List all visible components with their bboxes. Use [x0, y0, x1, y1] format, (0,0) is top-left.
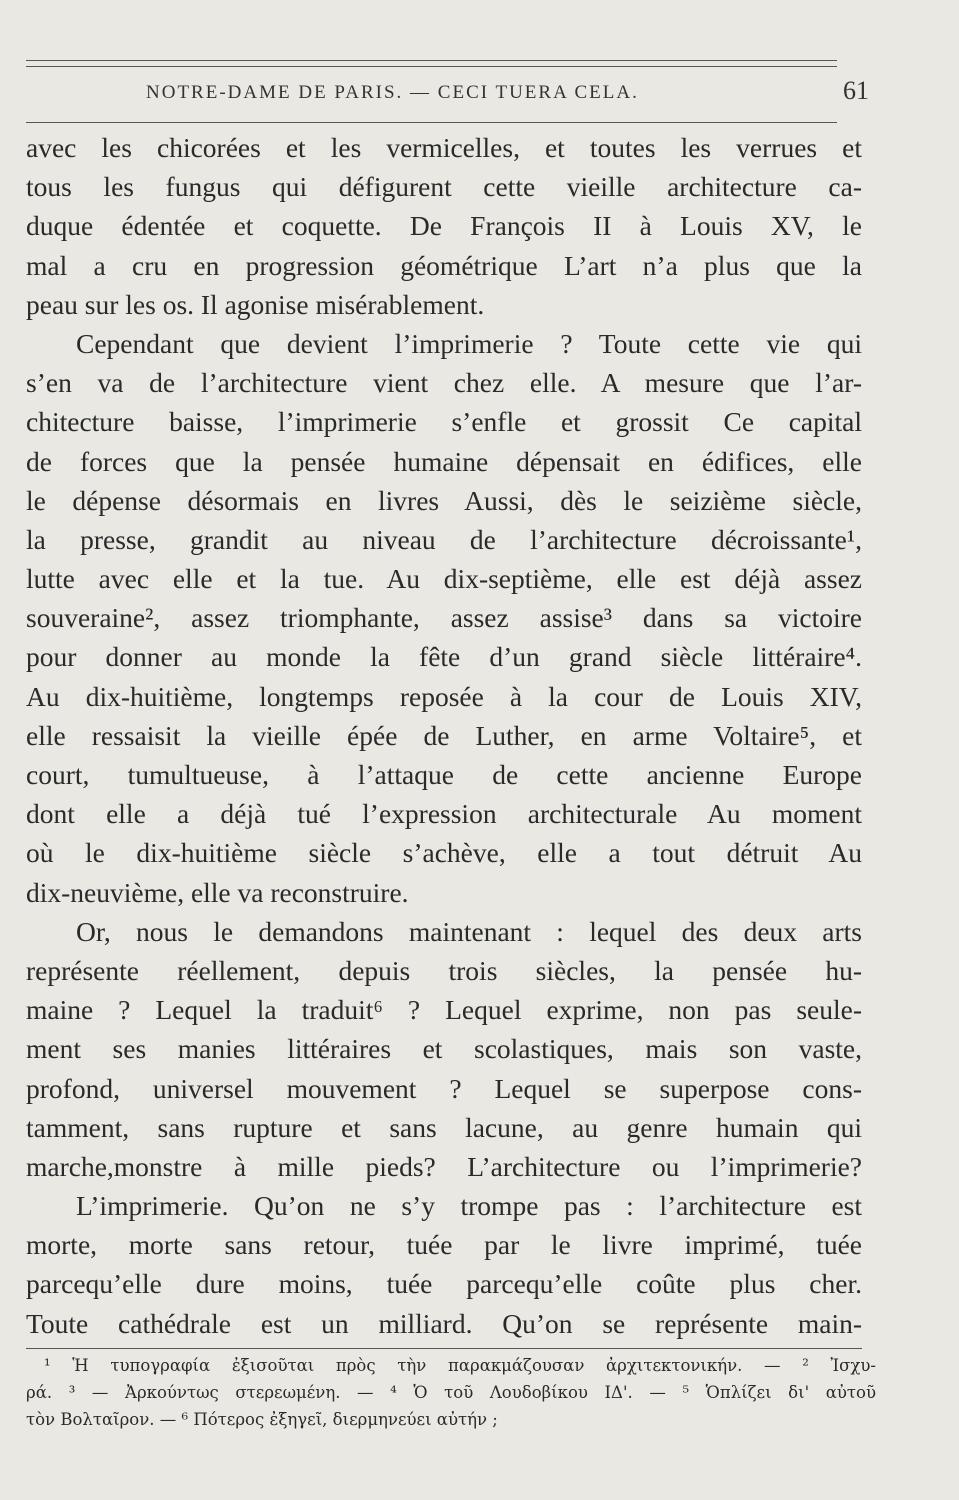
- body-line: pour donner au monde la fête d’un grand siècle littéraire⁴.: [26, 641, 862, 673]
- header-rule-bottom: [26, 122, 837, 123]
- body-line: maine ? Lequel la traduit⁶ ? Lequel exprime, non pas seule-: [26, 994, 862, 1026]
- body-line: tous les fungus qui défigurent cette vieille architecture ca-: [26, 171, 862, 203]
- body-line: Toute cathédrale est un milliard. Qu’on se représente main-: [26, 1307, 862, 1339]
- body-line: lutte avec elle et la tue. Au dix-septième, elle est déjà assez: [26, 563, 862, 595]
- body-line: souveraine², assez triomphante, assez assise³ dans sa victoire: [26, 602, 862, 634]
- page-number: 61: [843, 76, 869, 105]
- body-line: ment ses manies littéraires et scolastiques, mais son vaste,: [26, 1033, 862, 1065]
- body-line: dix-neuvième, elle va reconstruire.: [26, 876, 409, 908]
- body-line: Cependant que devient l’imprimerie ? Toute cette vie qui: [76, 327, 862, 359]
- body-line: elle ressaisit la vieille épée de Luther, en arme Voltaire⁵, et: [26, 719, 862, 751]
- body-line: de forces que la pensée humaine dépensait en édifices, elle: [26, 445, 862, 477]
- body-line: où le dix-huitième siècle s’achève, elle a tout détruit Au: [26, 837, 862, 869]
- body-line: morte, morte sans retour, tuée par le livre imprimé, tuée: [26, 1229, 862, 1261]
- body-line: s’en va de l’architecture vient chez elle. A mesure que l’ar-: [26, 367, 862, 399]
- body-line: tamment, sans rupture et sans lacune, au genre humain qui: [26, 1111, 862, 1143]
- footnotes: [26, 1352, 876, 1433]
- body-line: duque édentée et coquette. De François II à Louis XV, le: [26, 210, 862, 242]
- running-head: [26, 76, 869, 112]
- body-text: [26, 128, 862, 1343]
- body-line: Au dix-huitième, longtemps reposée à la cour de Louis XIV,: [26, 680, 862, 712]
- header-rule-top: [26, 60, 837, 61]
- body-line: mal a cru en progression géométrique L’art n’a plus que la: [26, 249, 862, 281]
- body-line: Or, nous le demandons maintenant : lequel des deux arts: [76, 915, 862, 947]
- footnote-rule: [26, 1348, 862, 1349]
- body-line: représente réellement, depuis trois siècles, la pensée hu-: [26, 954, 862, 986]
- body-line: peau sur les os. Il agonise misérablement.: [26, 288, 485, 320]
- body-line: court, tumultueuse, à l’attaque de cette ancienne Europe: [26, 759, 862, 790]
- body-line: L’imprimerie. Qu’on ne s’y trompe pas : l’architecture est: [76, 1190, 862, 1222]
- footnote-line: τὸν Βολταῖρον. — ⁶ Πότερος ἐξηγεῖ, διερμηνεύει αὐτήν ;: [26, 1410, 498, 1429]
- running-head-title: NOTRE-DAME DE PARIS. — CECI TUERA CELA.: [146, 82, 639, 103]
- header-rule-top-thin: [26, 66, 837, 67]
- body-line: le dépense désormais en livres Aussi, dès le seizième siècle,: [26, 484, 862, 516]
- footnote-line: ¹ Ἡ τυπογραφία ἐξισοῦται πρὸς τὴν παρακμάζουσαν ἀρχιτεκτονικήν. — ² Ἰσχυ-: [44, 1356, 876, 1375]
- body-line: chitecture baisse, l’imprimerie s’enfle et grossit Ce capital: [26, 406, 862, 438]
- body-line: la presse, grandit au niveau de l’architecture décroissante¹,: [26, 523, 862, 555]
- body-line: dont elle a déjà tué l’expression architecturale Au moment: [26, 798, 862, 830]
- body-line: parcequ’elle dure moins, tuée parcequ’elle coûte plus cher.: [26, 1268, 862, 1300]
- body-line: marche,monstre à mille pieds? L’architecture ou l’imprimerie?: [26, 1150, 862, 1182]
- footnote-line: ρά. ³ — Ἀρκούντως στερεωμένη. — ⁴ Ὁ τοῦ Λουδοβίκου ΙΔ'. — ⁵ Ὁπλίζει δι' αὐτοῦ: [26, 1383, 876, 1402]
- body-line: profond, universel mouvement ? Lequel se superpose cons-: [26, 1072, 862, 1104]
- body-line: avec les chicorées et les vermicelles, et toutes les verrues et: [26, 132, 862, 163]
